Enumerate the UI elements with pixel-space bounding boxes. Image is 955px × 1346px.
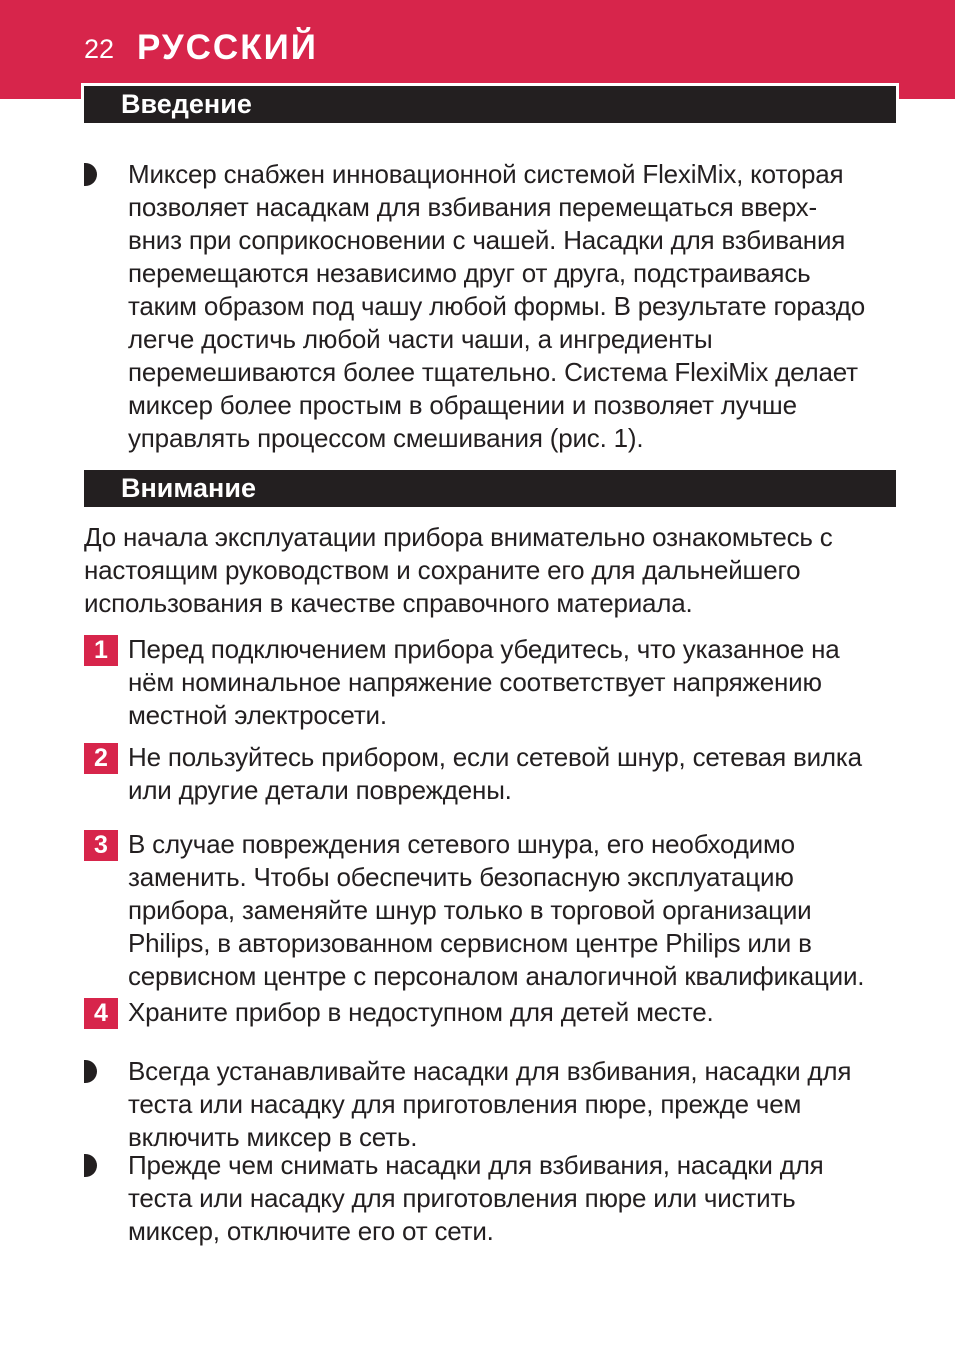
language-title: РУССКИЙ — [137, 28, 318, 67]
warning-bullet-text: Всегда устанавливайте насадки для взбивания, насадки для теста или насадку для приготовления пюре, прежде чем включить миксер в сеть. — [128, 1056, 852, 1152]
numbered-item — [84, 741, 898, 807]
list-number-badge: 3 — [84, 830, 118, 861]
list-item — [84, 1149, 898, 1248]
list-number-badge: 2 — [84, 743, 118, 774]
numbered-item — [84, 828, 898, 993]
section-title-introduction: Введение — [121, 89, 252, 119]
list-item — [84, 1055, 898, 1154]
page-number: 22 — [84, 34, 115, 64]
numbered-item-text: Храните прибор в недоступном для детей месте. — [128, 997, 714, 1027]
numbered-item-text: В случае повреждения сетевого шнура, его необходимо заменить. Чтобы обеспечить безопасную эксплуатацию прибора, заменяйте шнур только в торговой организации Philips, в авторизованном сервисном центре Philips или в сервисном центре с персоналом аналогичной квалификации. — [128, 829, 865, 991]
half-disc-bullet-icon — [84, 1060, 97, 1083]
section-header-warning — [81, 467, 899, 510]
section-header-introduction — [81, 83, 899, 126]
section-title-warning: Внимание — [121, 473, 256, 503]
numbered-item — [84, 633, 898, 732]
introduction-bullet-text: Миксер снабжен инновационной системой FlexiMix, которая позволяет насадкам для взбивания перемещаться вверх-вниз при соприкосновении с чашей. Насадки для взбивания перемещаются независимо друг от друга, подстраиваясь таким образом под чашу любой формы. В результате гораздо легче достичь любой части чаши, а ингредиенты перемешиваются более тщательно. Система FlexiMix делает миксер более простым в обращении и позволяет лучше управлять процессом смешивания (рис. 1). — [128, 159, 866, 453]
numbered-item — [84, 996, 898, 1029]
list-item — [84, 158, 898, 455]
list-number-badge: 4 — [84, 998, 118, 1029]
numbered-item-text: Не пользуйтесь прибором, если сетевой шнур, сетевая вилка или другие детали повреждены. — [128, 742, 862, 805]
numbered-item-text: Перед подключением прибора убедитесь, что указанное на нём номинальное напряжение соответствует напряжению местной электросети. — [128, 634, 840, 730]
half-disc-bullet-icon — [84, 163, 97, 186]
warning-intro-paragraph: До начала эксплуатации прибора внимательно ознакомьтесь с настоящим руководством и сохраните его для дальнейшего использования в качестве справочного материала. — [84, 522, 833, 618]
warning-bullet-text: Прежде чем снимать насадки для взбивания, насадки для теста или насадку для приготовления пюре или чистить миксер, отключите его от сети. — [128, 1150, 824, 1246]
half-disc-bullet-icon — [84, 1154, 97, 1177]
list-number-badge: 1 — [84, 635, 118, 666]
